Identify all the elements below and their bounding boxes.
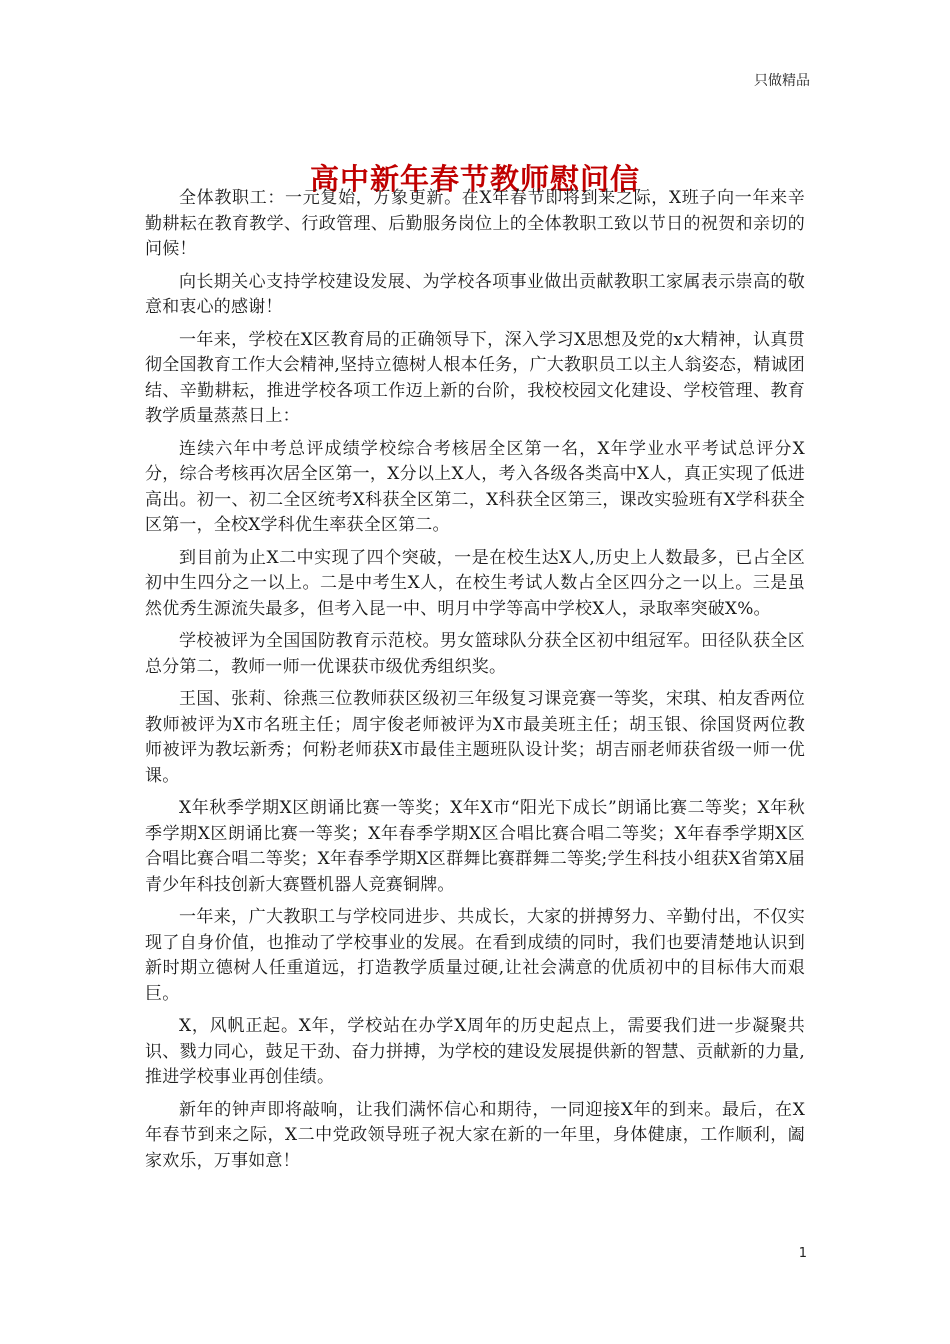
paragraph-family-thanks: 向长期关心支持学校建设发展、为学校各项事业做出贡献教职工家属表示崇高的敬意和衷心的感谢！ (145, 271, 805, 317)
paragraph-school-honors: 学校被评为全国国防教育示范校。男女篮球队分获全区初中组冠军。田径队获全区总分第二，教师一师一优课获市级优秀组织奖。 (145, 631, 805, 677)
paragraph-teacher-awards: 王国、张莉、徐燕三位教师获区级初三年级复习课竞赛一等奖，宋琪、柏友香两位教师被评为X市名班主任；周宇俊老师被评为X市最美班主任；胡玉银、徐国贤两位教师被评为教坛新秀；何粉老师获X市最佳主题班队设计奖；胡吉丽老师获省级一师一优课。 (145, 689, 805, 786)
document-title: 高中新年春节教师慰问信 (309, 162, 640, 197)
paragraph-reflection: 一年来，广大教职工与学校同进步、共成长，大家的拼搏努力、辛勤付出，不仅实现了自身价值，也推动了学校事业的发展。在看到成绩的同时，我们也要清楚地认识到新时期立德树人任重道远，打造教学质量过硬,让社会满意的优质初中的目标伟大而艰巨。 (145, 907, 805, 1004)
paragraph-breakthroughs: 到目前为止X二中实现了四个突破，一是在校生达X人,历史上人数最多，已占全区初中生四分之一以上。二是中考生X人，在校生考试人数占全区四分之一以上。三是虽然优秀生源流失最多，但考入昆一中、明月中学等高中学校X人，录取率突破X%。 (145, 547, 805, 619)
paragraph-student-awards: X年秋季学期X区朗诵比赛一等奖；X年X市“阳光下成长”朗诵比赛二等奖；X年秋季学期X区朗诵比赛一等奖；X年春季学期X区合唱比赛合唱二等奖；X年春季学期X区合唱比赛合唱二等奖；X年春季学期X区群舞比赛群舞二等奖;学生科技小组获X省第X届青少年科技创新大赛暨机器人竞赛铜牌。 (145, 798, 805, 895)
paragraph-year-review: 一年来，学校在X区教育局的正确领导下，深入学习X思想及党的x大精神，认真贯彻全国教育工作大会精神,坚持立德树人根本任务，广大教职员工以主人翁姿态，精诚团结、辛勤耕耘，推进学校各项工作迈上新的台阶，我校校园文化建设、学校管理、教育教学质量蒸蒸日上： (145, 329, 805, 426)
document-body (145, 186, 805, 1181)
page-number: 1 (798, 1246, 807, 1261)
paragraph-outlook: X，风帆正起。X年，学校站在办学X周年的历史起点上，需要我们进一步凝聚共识、戮力同心，鼓足干劲、奋力拼搏，为学校的建设发展提供新的智慧、贡献新的力量,推进学校事业再创佳绩。 (145, 1016, 805, 1087)
header-note: 只做精品 (754, 73, 810, 89)
paragraph-closing-wishes: 新年的钟声即将敲响，让我们满怀信心和期待，一同迎接X年的到来。最后，在X年春节到来之际，X二中党政领导班子祝大家在新的一年里，身体健康，工作顺利，阖家欢乐，万事如意！ (145, 1099, 805, 1171)
paragraph-exam-results: 连续六年中考总评成绩学校综合考核居全区第一名，X年学业水平考试总评分X分，综合考核再次居全区第一，X分以上X人，考入各级各类高中X人，真正实现了低进高出。初一、初二全区统考X科获全区第二，X科获全区第三，课改实验班有X学科获全区第一，全校X学科优生率获全区第二。 (145, 438, 805, 535)
paragraph-greeting: 全体教职工：一元复始，万象更新。在X年春节即将到来之际，X班子向一年来辛勤耕耘在教育教学、行政管理、后勤服务岗位上的全体教职工致以节日的祝贺和亲切的问候！ (145, 188, 805, 259)
